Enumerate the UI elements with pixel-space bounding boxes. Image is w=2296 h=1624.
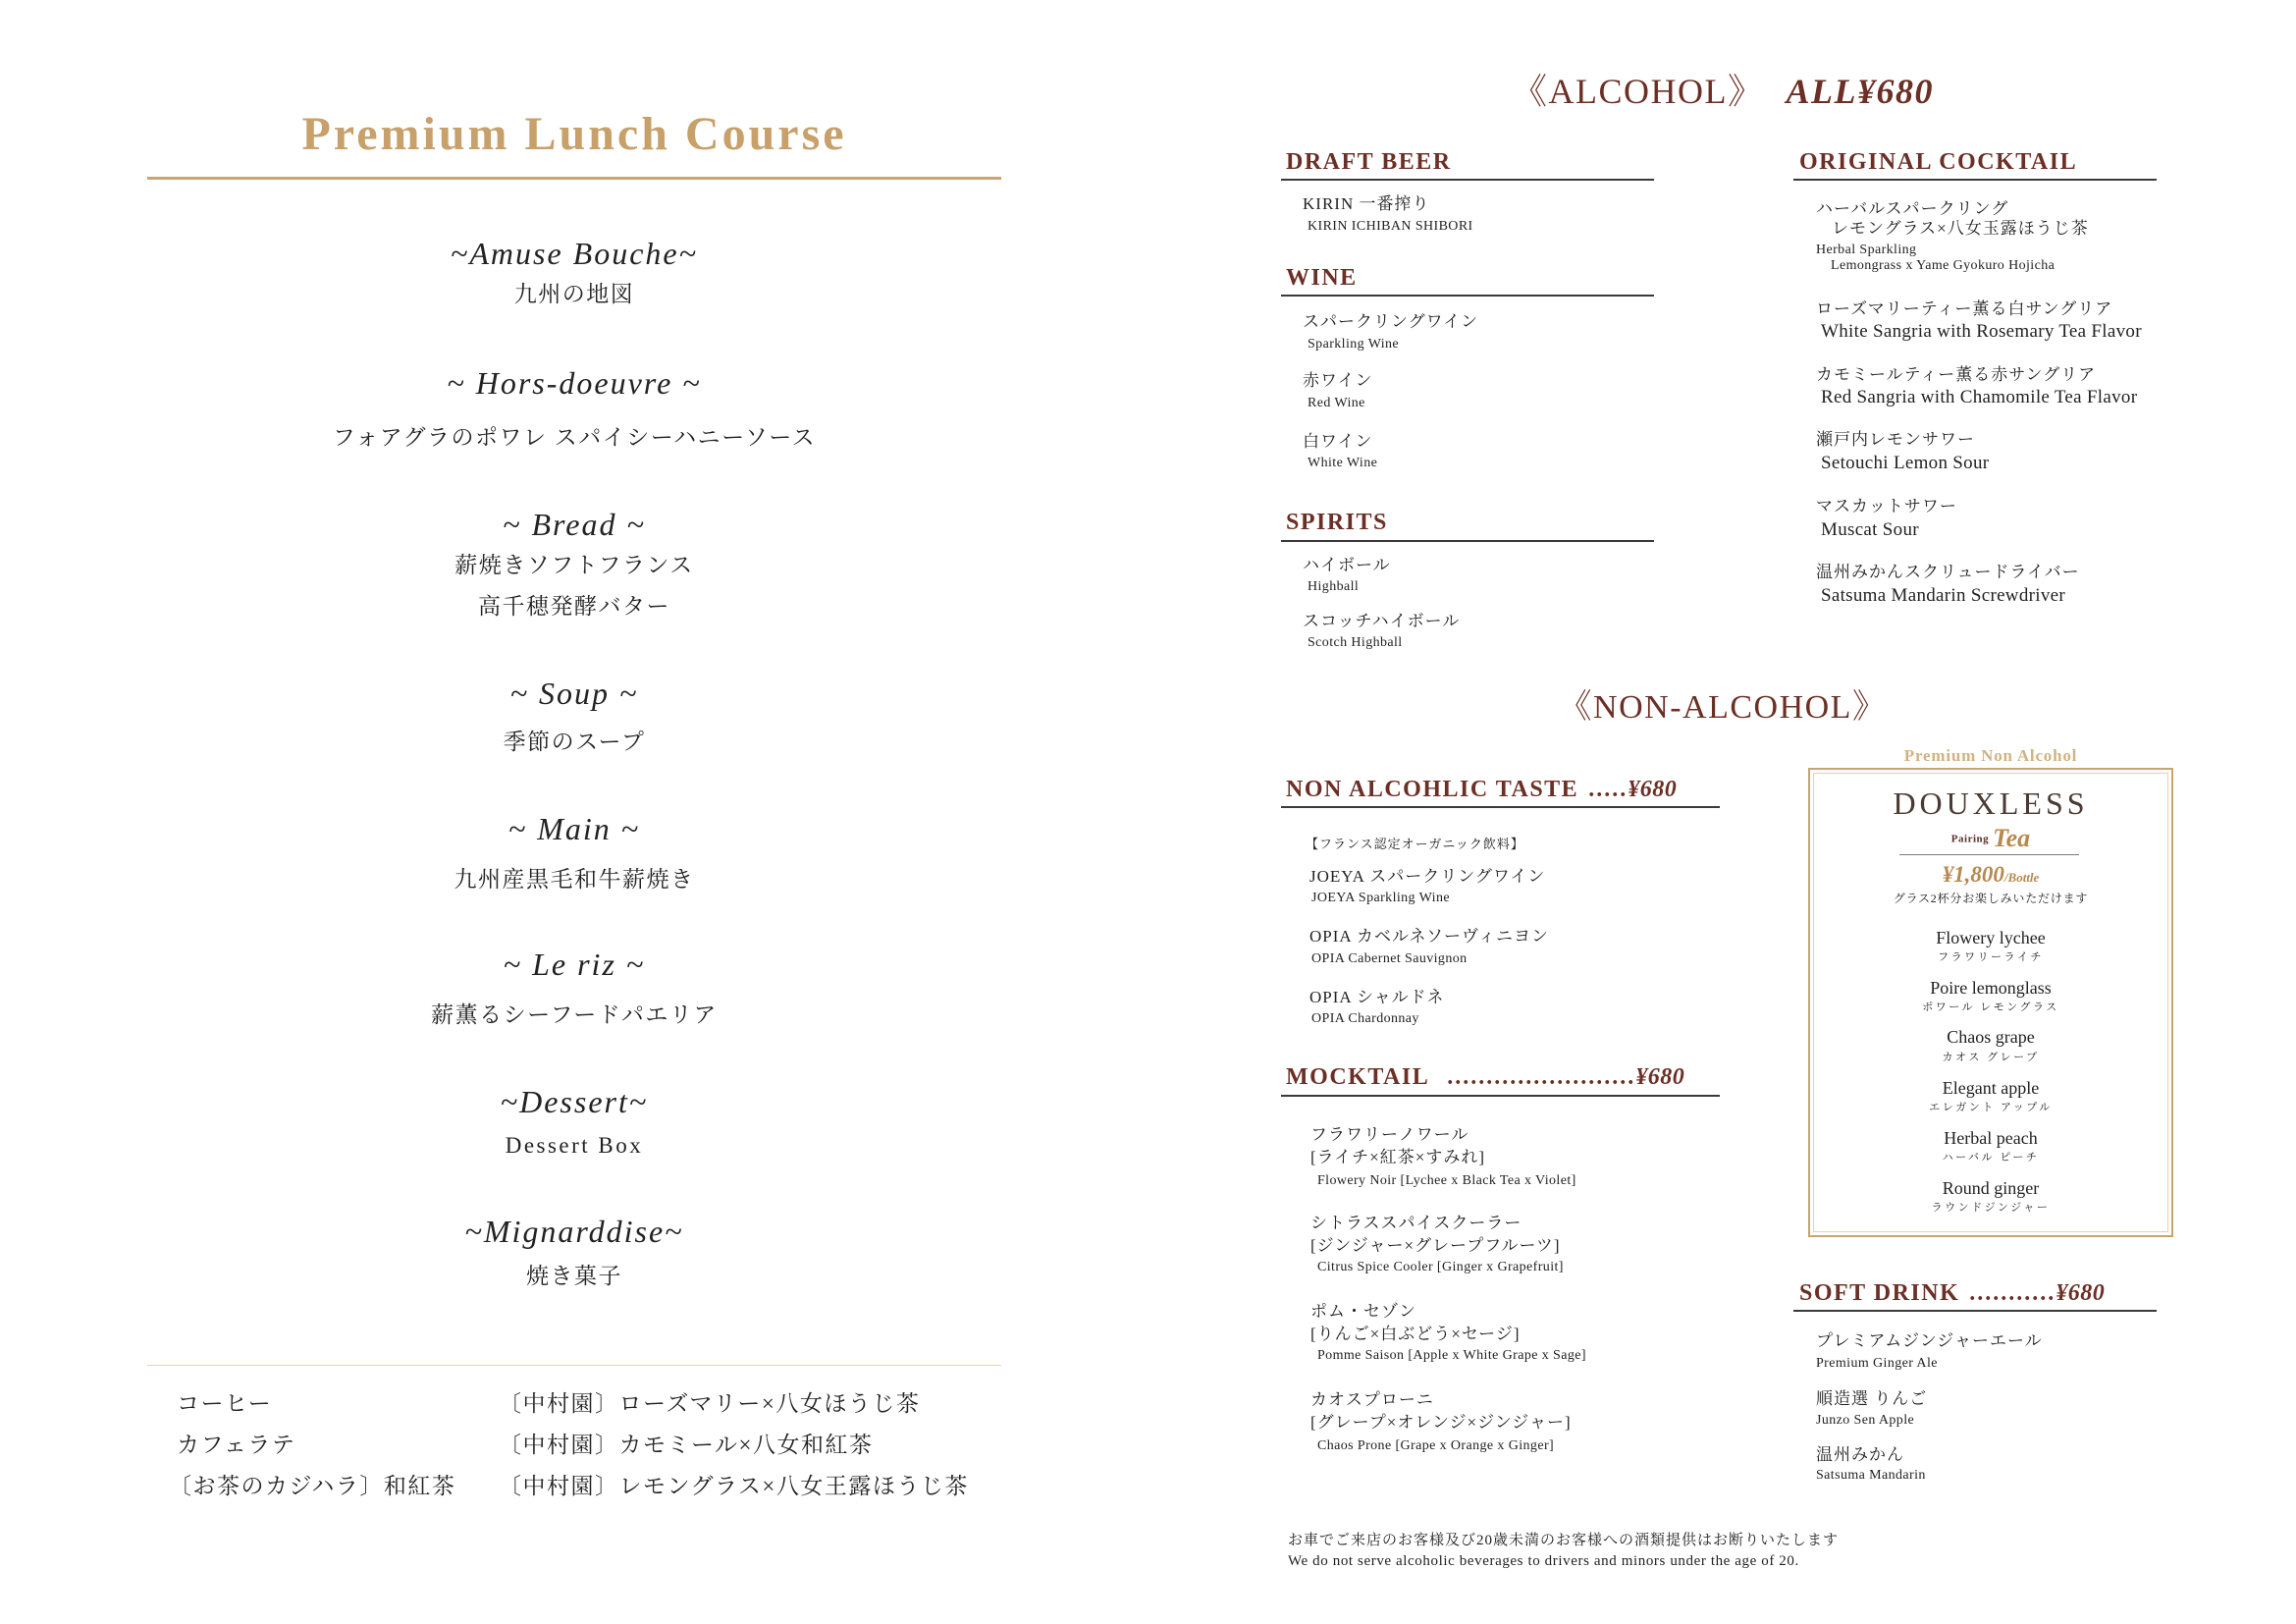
- box-label: Premium Non Alcohol: [1903, 746, 2078, 765]
- course-heading-le-riz: ~ Le riz ~: [503, 947, 646, 982]
- course-heading-hors-doeuvre: ~ Hors-doeuvre ~: [447, 365, 702, 401]
- course-item: Dessert Box: [505, 1133, 644, 1158]
- menu-item-name: JOEYA スパークリングワイン: [1309, 867, 1546, 886]
- menu-item-english: OPIA Chardonnay: [1311, 1011, 1419, 1026]
- alcohol-notice-japanese: お車でご来店のお客様及び20歳未満のお客様への酒類提供はお断りいたします: [1288, 1533, 1840, 1548]
- menu-item-name: 白ワイン: [1303, 432, 1373, 451]
- menu-item-english: Flowery Noir [Lychee x Black Tea x Violet]: [1317, 1173, 1576, 1188]
- tea-item-english: Herbal peach: [1944, 1128, 2038, 1148]
- course-item: 薪薫るシーフードパエリア: [431, 1002, 718, 1027]
- section-header-soft-drink: [1799, 1279, 2105, 1307]
- alcohol-title: [1276, 70, 2169, 113]
- menu-item-english: Satsuma Mandarin: [1816, 1468, 1926, 1483]
- menu-item-english: Premium Ginger Ale: [1816, 1356, 1938, 1371]
- tea-item-english: Poire lemonglass: [1930, 978, 2052, 998]
- menu-item-english: Red Wine: [1308, 396, 1365, 410]
- menu-item-english: Scotch Highball: [1308, 635, 1403, 650]
- course-heading-dessert: ~Dessert~: [500, 1084, 649, 1119]
- title-divider: [147, 177, 1001, 180]
- tea-item-english: Flowery lychee: [1936, 928, 2046, 947]
- menu-item-name: 赤ワイン: [1303, 371, 1373, 390]
- section-price: ¥680: [1628, 777, 1678, 802]
- price-value: ¥1,800: [1942, 862, 2004, 887]
- tea-item-english: Round ginger: [1942, 1178, 2040, 1198]
- menu-item-name: 温州みかん: [1816, 1445, 1904, 1464]
- price-note: グラス2杯分お楽しみいただけます: [1893, 892, 2089, 905]
- section-price: ¥680: [2056, 1280, 2106, 1306]
- course-item: 薪焼きソフトフランス: [454, 553, 694, 577]
- drink-item: 〔中村園〕レモングラス×八女王露ほうじ茶: [499, 1474, 969, 1498]
- drink-item: 〔お茶のカジハラ〕和紅茶: [169, 1474, 456, 1498]
- course-heading-amuse-bouche: ~Amuse Bouche~: [451, 236, 698, 271]
- menu-item-english: Setouchi Lemon Sour: [1821, 453, 1990, 473]
- menu-item-name: OPIA シャルドネ: [1309, 988, 1445, 1006]
- menu-item-english: Red Sangria with Chamomile Tea Flavor: [1821, 387, 2138, 407]
- menu-item-ingredients: [グレープ×オレンジ×ジンジャー]: [1310, 1413, 1572, 1432]
- menu-item-english: Satsuma Mandarin Screwdriver: [1821, 585, 2065, 606]
- tea-item-japanese: ハーバル ピーチ: [1942, 1152, 2040, 1164]
- menu-item-name: ハイボール: [1303, 556, 1391, 574]
- menu-item-name: ローズマリーティー薫る白サングリア: [1816, 299, 2113, 318]
- course-item: フォアグラのポワレ スパイシーハニーソース: [332, 425, 817, 450]
- section-rule: [1281, 179, 1654, 181]
- menu-item-name: スコッチハイボール: [1303, 612, 1461, 630]
- section-header-draft-beer: DRAFT BEER: [1286, 149, 1452, 175]
- non-alcohol-title: 《NON-ALCOHOL》: [1558, 689, 1888, 726]
- section-title: MOCKTAIL: [1286, 1064, 1430, 1090]
- section-price: ¥680: [1635, 1064, 1685, 1090]
- drink-item: カフェラテ: [177, 1433, 296, 1457]
- drinks-divider: [147, 1365, 1001, 1366]
- section-rule: [1281, 540, 1654, 542]
- price-unit: /Bottle: [2003, 870, 2040, 885]
- section-rule: [1793, 1310, 2157, 1312]
- organic-note: 【フランス認定オーガニック飲料】: [1306, 837, 1524, 851]
- menu-item-name: 温州みかんスクリュードライバー: [1816, 563, 2080, 581]
- leader-dots: ...........: [1969, 1280, 2056, 1306]
- logo-divider: [1899, 854, 2079, 855]
- menu-item-english: Herbal Sparkling: [1816, 243, 1917, 257]
- course-item: 焼き菓子: [526, 1264, 622, 1288]
- course-item: 九州産黒毛和牛薪焼き: [454, 867, 695, 892]
- section-header-original-cocktail: ORIGINAL COCKTAIL: [1799, 149, 2078, 175]
- course-heading-main: ~ Main ~: [507, 811, 641, 846]
- menu-item-english: OPIA Cabernet Sauvignon: [1311, 951, 1468, 966]
- logo-pairing-text: Pairing: [1950, 833, 1990, 845]
- brand-name: DOUXLESS: [1893, 785, 2089, 821]
- drink-item: コーヒー: [177, 1391, 273, 1416]
- section-header-mocktail: [1286, 1063, 1684, 1091]
- menu-item-name: プレミアムジンジャーエール: [1816, 1331, 2043, 1350]
- drink-item: 〔中村園〕ローズマリー×八女ほうじ茶: [499, 1391, 921, 1416]
- section-rule: [1793, 179, 2157, 181]
- menu-item-name: OPIA カベルネソーヴィニヨン: [1309, 927, 1549, 946]
- alcohol-heading: 《ALCOHOL》: [1512, 72, 1765, 111]
- menu-item-english: White Wine: [1308, 456, 1378, 470]
- course-heading-bread: ~ Bread ~: [503, 507, 646, 542]
- tea-item-japanese: カオス グレープ: [1942, 1052, 2040, 1063]
- menu-item-ingredients: [りんご×白ぶどう×セージ]: [1310, 1325, 1521, 1343]
- page-title: Premium Lunch Course: [301, 108, 847, 160]
- menu-item-name: マスカットサワー: [1816, 497, 1957, 515]
- logo-tea-text: Tea: [1993, 824, 2031, 853]
- course-item: 季節のスープ: [503, 730, 646, 754]
- menu-item-name: シトラススパイスクーラー: [1310, 1214, 1522, 1232]
- tea-item-english: Chaos grape: [1947, 1027, 2035, 1047]
- section-header-spirits: SPIRITS: [1286, 510, 1388, 535]
- section-rule: [1281, 295, 1654, 297]
- menu-item-name: 順造選 りんご: [1816, 1389, 1928, 1408]
- menu-item-name: フラワリーノワール: [1310, 1125, 1469, 1144]
- tea-item-japanese: ラウンドジンジャー: [1931, 1202, 2051, 1214]
- course-item: 九州の地図: [513, 282, 635, 306]
- alcohol-price: ALL¥680: [1786, 72, 1934, 111]
- menu-item-name: ポム・セゾン: [1310, 1302, 1416, 1321]
- menu-item-english: Highball: [1308, 579, 1360, 594]
- tea-item-english: Elegant apple: [1942, 1078, 2040, 1098]
- leader-dots: .....: [1588, 777, 1629, 802]
- menu-item-name: KIRIN 一番搾り: [1303, 194, 1430, 213]
- tea-item-japanese: エレガント アップル: [1929, 1102, 2053, 1113]
- tea-item-japanese: フラワリーライチ: [1938, 951, 2044, 963]
- section-title: SOFT DRINK: [1799, 1280, 1960, 1306]
- course-heading-mignardise: ~Mignarddise~: [464, 1214, 684, 1249]
- leader-dots: ........................: [1447, 1064, 1636, 1090]
- menu-item-name: カオスプローニ: [1310, 1390, 1434, 1409]
- course-item: 高千穂発酵バター: [478, 594, 670, 619]
- menu-item-english: Pomme Saison [Apple x White Grape x Sage]: [1317, 1348, 1586, 1363]
- section-rule: [1281, 1095, 1720, 1097]
- menu-item-name: カモミールティー薫る赤サングリア: [1816, 365, 2097, 384]
- menu-item-english-detail: Lemongrass x Yame Gyokuro Hojicha: [1831, 258, 2056, 273]
- pairing-tea-logo: [1808, 825, 2173, 852]
- menu-item-english: KIRIN ICHIBAN SHIBORI: [1308, 219, 1473, 234]
- menu-item-name-detail: レモングラス×八女玉露ほうじ茶: [1832, 219, 2089, 238]
- section-header-wine: WINE: [1286, 265, 1358, 291]
- menu-item-english: Chaos Prone [Grape x Orange x Ginger]: [1317, 1438, 1555, 1453]
- menu-item-name: ハーバルスパークリング: [1816, 199, 2009, 218]
- menu-item-english: Muscat Sour: [1821, 519, 1919, 540]
- menu-item-english: Sparkling Wine: [1308, 337, 1400, 352]
- menu-item-english: Citrus Spice Cooler [Ginger x Grapefruit]: [1317, 1260, 1564, 1274]
- menu-item-name: スパークリングワイン: [1303, 312, 1479, 331]
- section-header-non-alcoholic-taste: [1286, 776, 1677, 803]
- alcohol-notice-english: We do not serve alcoholic beverages to drivers and minors under the age of 20.: [1288, 1553, 1799, 1569]
- drink-item: 〔中村園〕カモミール×八女和紅茶: [499, 1433, 874, 1457]
- section-title: NON ALCOHLIC TASTE: [1286, 777, 1579, 802]
- menu-item-english: White Sangria with Rosemary Tea Flavor: [1821, 321, 2142, 342]
- section-rule: [1281, 806, 1720, 808]
- course-heading-soup: ~ Soup ~: [509, 676, 639, 711]
- bottle-price: [1808, 862, 2173, 891]
- menu-item-name: 瀬戸内レモンサワー: [1816, 430, 1975, 449]
- menu-item-ingredients: [ジンジャー×グレープフルーツ]: [1310, 1236, 1561, 1255]
- menu-item-english: Junzo Sen Apple: [1816, 1413, 1915, 1428]
- menu-item-english: JOEYA Sparkling Wine: [1311, 891, 1450, 905]
- tea-item-japanese: ポワール レモングラス: [1922, 1001, 2059, 1013]
- menu-item-ingredients: [ライチ×紅茶×すみれ]: [1310, 1148, 1485, 1166]
